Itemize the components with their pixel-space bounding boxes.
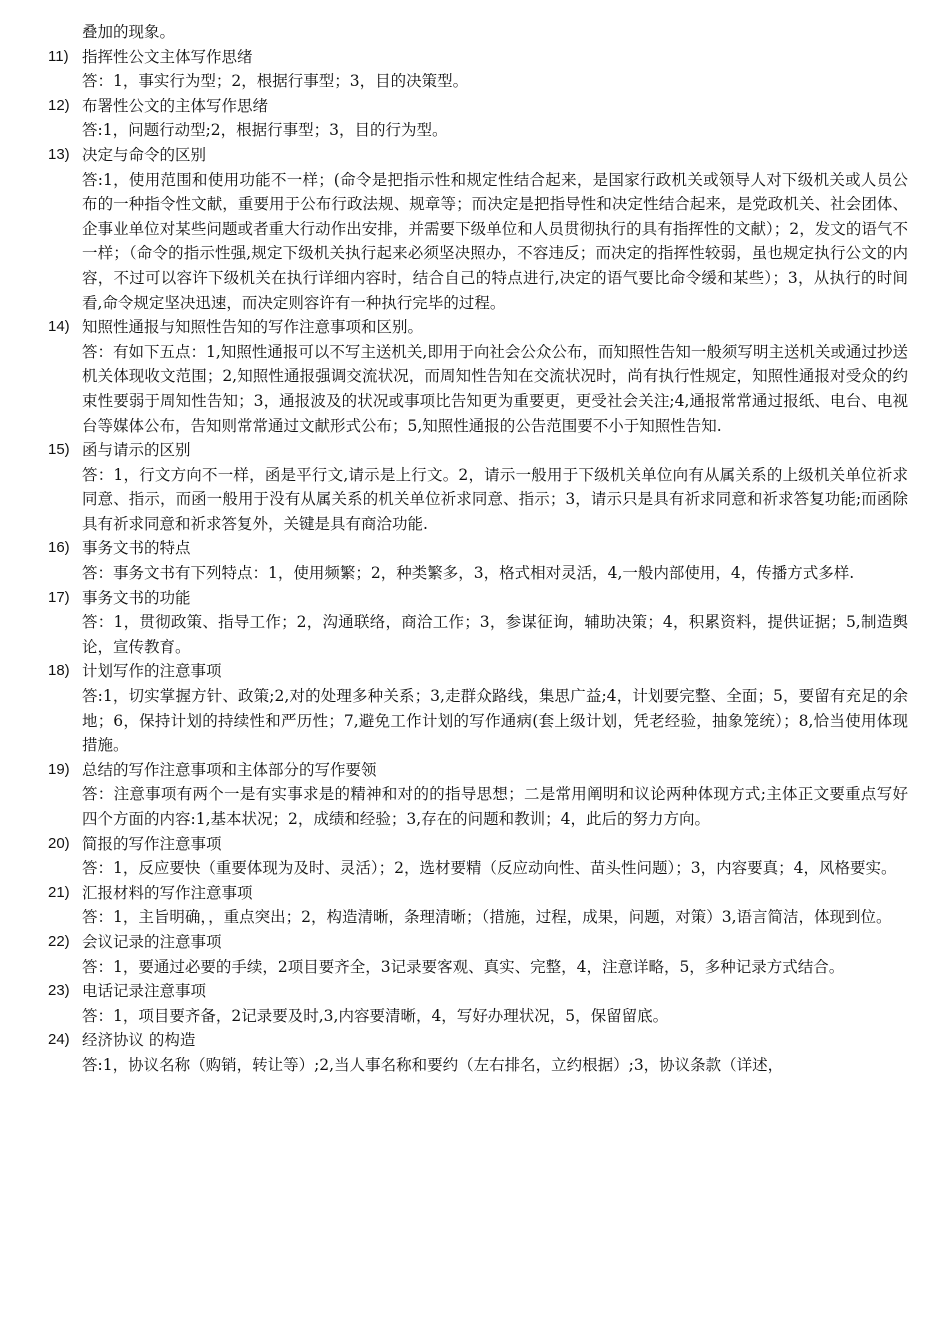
qa-item xyxy=(48,45,908,94)
qa-item xyxy=(48,94,908,143)
answer-text: 答:1，使用范围和使用功能不一样；(命令是把指示性和规定性结合起来，是国家行政机关或领导人对下级机关或人员公布的一种指令性文献，重要用于公布行政法规、规章等；而决定是把指导性和决定性结合起来，是党政机关、社会团体、企事业单位对某些问题或者重大行动作出安排，并需要下级单位和人员贯彻执行的具有指挥性的文献）；2，发文的语气不一样；（命令的指示性强,规定下级机关执行起来必须坚决照办，不容违反；而决定的指挥性较弱，虽也规定执行公文的内容，不过可以容许下级机关在执行详细内容时，结合自己的特点进行,决定的语气要比命令缓和某些）；3，从执行的时间看,命令规定坚决迅速，而决定则容许有一种执行完毕的过程。 xyxy=(82,170,908,312)
qa-item xyxy=(48,659,908,757)
question-title: 事务文书的特点 xyxy=(82,539,191,558)
question-line xyxy=(48,94,908,119)
question-title: 知照性通报与知照性告知的写作注意事项和区别。 xyxy=(82,318,424,337)
question-title: 计划写作的注意事项 xyxy=(82,662,222,681)
question-line xyxy=(48,930,908,955)
qa-item xyxy=(48,881,908,930)
qa-item xyxy=(48,1028,908,1077)
qa-item xyxy=(48,143,908,315)
question-title: 总结的写作注意事项和主体部分的写作要领 xyxy=(82,760,377,779)
question-number: 20) xyxy=(48,834,70,852)
answer-text: 答:1，切实掌握方针、政策;2,对的处理多种关系；3,走群众路线，集思广益;4，计划要完整、全面；5，要留有充足的余地；6，保持计划的持续性和严历性；7,避免工作计划的写作通病(套上级计划，凭老经验，抽象笼统）；8,恰当使用体现措施。 xyxy=(82,687,908,755)
qa-list xyxy=(48,45,908,1078)
question-title: 布署性公文的主体写作思绪 xyxy=(82,96,269,115)
answer-text: 答：注意事项有两个一是有实事求是的精神和对的的指导思想；二是常用阐明和议论两种体现方式;主体正文要重点写好四个方面的内容:1,基本状况；2，成绩和经验；3,存在的问题和教训；4，此后的努力方向。 xyxy=(82,785,908,828)
question-number: 24) xyxy=(48,1031,70,1049)
question-line xyxy=(48,438,908,463)
question-line xyxy=(48,586,908,611)
question-title: 会议记录的注意事项 xyxy=(82,932,222,951)
answer-text: 答：1，事实行为型；2，根据行事型；3，目的决策型。 xyxy=(82,72,469,91)
qa-item xyxy=(48,758,908,832)
question-title: 经济协议 的构造 xyxy=(82,1031,196,1050)
question-line xyxy=(48,315,908,340)
question-number: 23) xyxy=(48,982,70,1000)
question-title: 函与请示的区别 xyxy=(82,441,191,460)
answer-text: 答:1，协议名称（购销，转让等）;2,当人事名称和要约（左右排名，立约根据）;3，协议条款（详述， xyxy=(82,1055,784,1074)
question-title: 汇报材料的写作注意事项 xyxy=(82,883,253,902)
answer-text: 答：1，要通过必要的手续，2项目要齐全，3记录要客观、真实、完整，4，注意详略，5，多种记录方式结合。 xyxy=(82,957,845,976)
question-number: 11) xyxy=(48,47,69,65)
question-line xyxy=(48,758,908,783)
question-line xyxy=(48,832,908,857)
question-number: 22) xyxy=(48,932,70,950)
question-title: 事务文书的功能 xyxy=(82,588,191,607)
qa-item xyxy=(48,979,908,1028)
answer-text: 答：1，反应要快（重要体现为及时、灵活）；2，选材要精（反应动向性、苗头性问题）；3，内容要真；4，风格要实。 xyxy=(82,859,897,878)
question-number: 19) xyxy=(48,760,70,778)
answer-text: 答：有如下五点：1,知照性通报可以不写主送机关,即用于向社会公众公布，而知照性告知一般须写明主送机关或通过抄送机关体现收文范围；2,知照性通报强调交流状况，而周知性告知在交流状况时，尚有执行性规定，知照性通报对受众的约束性要弱于周知性告知；3，通报波及的状况或事项比告知更为重要更，更受社会关注;4,通报常常通过报纸、电台、电视台等媒体公布，告知则常常通过文献形式公布；5,知照性通报的公告范围要不小于知照性告知. xyxy=(82,342,908,435)
question-title: 简报的写作注意事项 xyxy=(82,834,222,853)
qa-item xyxy=(48,930,908,979)
qa-item xyxy=(48,586,908,660)
answer-text: 答：1，行文方向不一样，函是平行文,请示是上行文。2，请示一般用于下级机关单位向有从属关系的上级机关单位祈求同意、指示，而函一般用于没有从属关系的机关单位祈求同意、指示；3，请示只是具有祈求同意和祈求答复功能;而函除具有祈求同意和祈求答复外，关键是具有商洽功能. xyxy=(82,465,908,533)
qa-item xyxy=(48,832,908,881)
answer-text: 答：事务文书有下列特点：1，使用频繁；2，种类繁多，3，格式相对灵活，4,一般内部使用，4，传播方式多样. xyxy=(82,564,855,583)
answer-text: 答：1，项目要齐备，2记录要及时,3,内容要清晰，4，写好办理状况，5，保留留底。 xyxy=(82,1006,669,1025)
question-title: 电话记录注意事项 xyxy=(82,982,207,1001)
qa-item xyxy=(48,315,908,438)
question-number: 12) xyxy=(48,96,70,114)
question-number: 13) xyxy=(48,145,70,163)
question-number: 18) xyxy=(48,662,70,680)
question-title: 指挥性公文主体写作思绪 xyxy=(82,47,253,66)
question-number: 15) xyxy=(48,441,70,459)
lead-text: 叠加的现象。 xyxy=(82,23,176,41)
question-number: 16) xyxy=(48,539,70,557)
answer-text: 答:1，问题行动型;2，根据行事型；3，目的行为型。 xyxy=(82,121,448,140)
question-number: 17) xyxy=(48,588,70,606)
answer-text: 答：1，贯彻政策、指导工作；2，沟通联络，商洽工作；3，参谋征询，辅助决策；4，积累资料，提供证据；5,制造舆论，宣传教育。 xyxy=(82,613,908,656)
qa-item xyxy=(48,536,908,585)
question-line xyxy=(48,143,908,168)
question-number: 21) xyxy=(48,883,70,901)
question-title: 决定与命令的区别 xyxy=(82,145,207,164)
question-line xyxy=(48,881,908,906)
question-line xyxy=(48,536,908,561)
question-line xyxy=(48,1028,908,1053)
question-number: 14) xyxy=(48,318,70,336)
question-line xyxy=(48,979,908,1004)
qa-item xyxy=(48,438,908,536)
question-line xyxy=(48,659,908,684)
answer-text: 答：1，主旨明确，，重点突出；2，构造清晰，条理清晰；（措施，过程，成果，问题，对策）3,语言简洁，体现到位。 xyxy=(82,908,892,927)
question-line xyxy=(48,45,908,70)
